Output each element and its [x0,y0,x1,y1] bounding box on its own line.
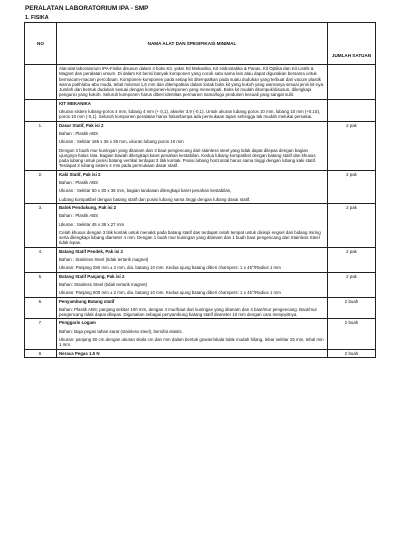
item-spec-line: Bahan : Plastik ABS [59,130,99,136]
intro-text: Alat-alat laboratorium IPA-Fisika disusun dalam 4 boks Kit, yakni Kit Mekanika, Kit Hidrostatika & Panas, Kit Optika dan Kit Listrik & Magnet dan peralatan umum. Di dalam Kit berisi banyak komponen yang cocok satu sama lain atau dapat digunakan bersama untuk bermacam-macam percobaan. Komponen-komponen pada setiap kit ditempatkan pada suatu dudukan yang terbuat dari vacum plastik warna putih/abu-abu muda, tebal minimal 1,6 mm dan ditempatkan dalam kotak boks kit yang kokoh yang warnanya sesuai jenis kit-nya. Jumlah dan bentuk dudukan sesuai dengan komponen-komponen yang menempati. Boks kit mudah ditumpuk/disusun, dilengkapi pengunci yang kokoh. Seluruh komponen harus diberi identitas permanen nama/logo produsen kecuali yang sangat sulit. [57,65,328,100]
item-number: 6. [25,297,57,319]
item-name: Dasar Statif, Pak isi 2 [59,122,104,128]
item-quantity: 2 pak [328,170,376,203]
item-name: Penggaris Logam [59,320,96,326]
item-spec-line: Ukuran : Sekitar 45 x 38 x 27 mm [59,221,125,227]
kit-cell [57,99,328,121]
header-no: NO [25,23,57,65]
item-spec-cell [57,203,328,247]
item-spec-line: Celah khusus dengan 3 titik kontak untuk menakit pada batang statif dan terdapat celah tempat untuk disisipi engsel dari bidang miring serta dilengkapi lubang diameter 4 mm. Dengan 1 buah mur kuningan yang ditanam dan 1 buah baut pengencang dari Stainless Steel tidak lepas. [59,229,321,246]
kit-row [25,99,376,121]
item-quantity: 2 buah [328,349,376,357]
item-name: Penyambung Batang statif [59,298,115,304]
item-quantity: 2 pak [328,247,376,272]
item-spec-line: Bahan: Plastik ABS; panjang sekitar 100 mm, dengan 4 mur/baut dari kuningan yang ditanam dan 4 baut/mur pengencang. Baut/mur pengencang tidak dapat dilepas. Digunakan sebagai penyambung batang statif diameter 10 mm dengan cara menjepitnya. [59,306,317,318]
item-spec-line: Bahan : Plastik ABS [59,180,99,186]
section-heading: 1. FISIKA [25,15,49,21]
item-name: Balok Pendukung, Pak isi 2 [59,204,117,210]
item-number: 4. [25,247,57,272]
item-quantity: 2 pak [328,121,376,170]
item-name: Batang Statif Pendek, Pak isi 2 [59,248,123,254]
document-title: PERALATAN LABORATORIUM IPA - SMP [25,5,149,12]
item-spec-line: Bahan : Plastik ABS [59,213,99,219]
item-spec-cell [57,319,328,349]
item-name: Kaki Statif, Pak isi 2 [59,171,101,177]
header-jumlah: JUMLAH SATUAN [328,23,376,65]
item-spec-line: Bahan: Baja pegas tahan karat (stainless steel), bersifat elastis. [59,328,183,334]
intro-row [25,65,376,100]
item-number: 7. [25,319,57,349]
item-number: 1. [25,121,57,170]
kit-description: Ukuran sistem lubang-poros 4 mm, lubang 4 mm (+ 0,1), akseler 3,9 (-0,1). Untuk ukuran lubang poros 10 mm, lubang 10 mm (+0,15), poros 10 mm (-0,1). Seluruh komponen peralatan harus halus/tampa ada permukaan tajam sehingga tak mudah melukai pemakai. [59,109,321,120]
item-name: Batang Statif Panjang, Pak isi 2 [59,273,125,279]
item-quantity: 2 buah [328,297,376,319]
table-row [25,297,376,319]
table-row [25,170,376,203]
item-spec-cell [57,170,328,203]
item-spec-line: Ukuran: Panjang 500 mm ± 2 mm, dia. batang 10 mm. Kedua ujung batang diberi champers: 1 x 45°/Radius 1 mm [59,290,281,296]
table-row [25,203,376,247]
item-spec-line: Ukuran: panjang 50 cm dengan ukuran skala cm dan mm dalam bentuk gravier/skala tidak mudah hilang, lebar sekitar 25 mm, tebal min 1 mm. [59,336,324,348]
item-spec-cell [57,349,328,357]
item-spec-line: Dengan 3 buah mur kuningan yang ditanam dan 3 baut pengencang dari stainless steel yang tidak dapat dilepas dengan bagian ujungnya halus rata. Bagian bawah dilengkapi karet penahan kestabilan. Kedua lubang kompatibel dengan batang statif dan khusus pada lubang untuk posisi batang vertikal terdapat 3 titik kontak. Posisi lubang horizontal harus sama tinggi dengan lubang kaki statif. Terdapat 3 lubang sistem 4 mm pada permukaan dasar statif. [59,147,317,169]
item-number: 2. [25,170,57,203]
intro-qty-cell [328,65,376,100]
item-spec-line: Ukuran: Panjang 250 mm ± 2 mm, dia. batang 10 mm. Kedua ujung batang diberi champers: 1 x 45°/Radius 1 mm [59,265,281,271]
item-number: 5. [25,272,57,297]
kit-qty-cell [328,99,376,121]
table-row [25,272,376,297]
item-spec-line: Bahan: Stainless Steel (tidak tertarik magnet) [59,281,148,287]
item-spec-cell [57,121,328,170]
item-spec-line: Lubang kompatibel dengan batang statif dan posisi lubang sama tinggi dengan lubang dasar statif. [59,196,251,202]
table-row [25,319,376,349]
item-number: 3. [25,203,57,247]
intro-no-cell [25,65,57,100]
item-quantity: 2 pak [328,203,376,247]
kit-heading: KIT MEKANIKA [59,100,91,106]
header-nama: NAMA ALAT DAN SPESIFIKASI MINIMAL [57,23,328,65]
item-number: 8. [25,349,57,357]
item-spec-line: Ukuran : Sekitar 185 x 36 x 35 mm, ukuran lubang poros 10 mm [59,139,184,145]
table-row [25,121,376,170]
table-body [25,65,376,358]
table-header-row [25,23,376,65]
kit-no-cell [25,99,57,121]
item-spec-cell [57,247,328,272]
item-quantity: 2 pak [328,272,376,297]
item-spec-cell [57,297,328,319]
item-spec-cell [57,272,328,297]
equipment-table [24,22,376,358]
item-quantity: 2 buah [328,319,376,349]
item-spec-line: Bahan : Stainless Steel (tidak tertarik magnet) [59,257,149,263]
item-name: Neraca Pegas 1.5 N [59,350,100,356]
table-row [25,349,376,357]
item-spec-line: Ukuran : Sekitar 50 x 30 x 36 mm, bagian landasan dilengkapi karet penahan kestabilan, [59,188,232,194]
table-row [25,247,376,272]
